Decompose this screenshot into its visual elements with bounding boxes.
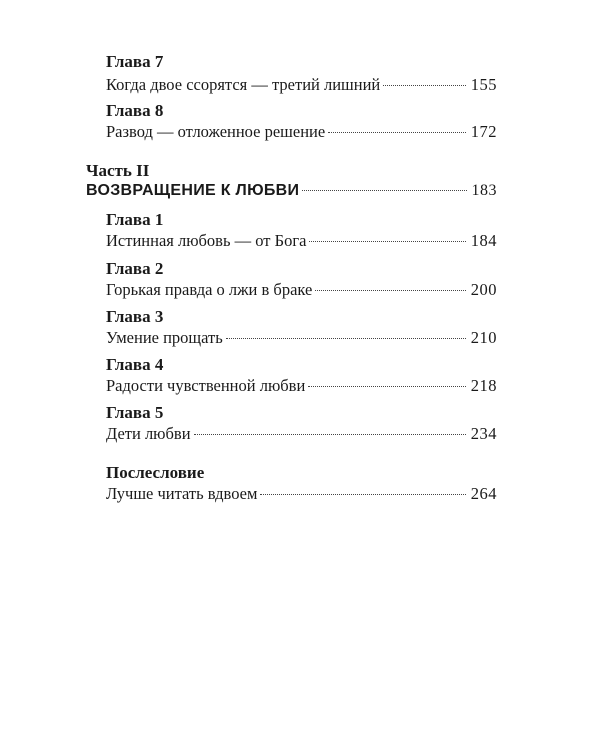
toc-entry-title: Истинная любовь — от Бога [106,231,307,250]
chapter-8-heading: Глава 8 [106,101,164,120]
toc-entry-part-2-chapter-1[interactable] [106,230,497,252]
toc-page-number: 210 [470,328,497,347]
toc-entry-title: Лучше читать вдвоем [106,484,258,503]
dot-leader [309,241,465,242]
toc-entry-title: Радости чувственной любви [106,376,306,395]
toc-page-number: 183 [471,182,497,199]
toc-entry-chapter-8[interactable] [106,121,497,143]
toc-entry-title: Развод — отложенное решение [106,122,326,141]
toc-page-number: 264 [470,484,497,503]
toc-entry-title: Дети любви [106,424,191,443]
toc-entry-part-2[interactable] [86,180,497,202]
toc-entry-title: Когда двое ссорятся — третий лишний [106,75,381,94]
toc-entry-chapter-7[interactable] [106,74,497,96]
afterword-heading: Послесловие [106,463,205,482]
dot-leader [194,434,466,435]
part-2-chapter-2-heading: Глава 2 [106,259,164,278]
toc-page-number: 155 [470,75,497,94]
toc-entry-part-2-chapter-3[interactable] [106,327,497,349]
toc-entry-title: Горькая правда о лжи в браке [106,280,313,299]
dot-leader [302,190,466,191]
toc-page-number: 184 [470,231,497,250]
part-2-chapter-1-heading: Глава 1 [106,210,164,229]
toc-entry-title: Умение прощать [106,328,223,347]
dot-leader [260,494,465,495]
toc-page-number: 172 [470,122,497,141]
dot-leader [226,338,466,339]
toc-entry-part-2-chapter-4[interactable] [106,375,497,397]
toc-page-number: 200 [470,280,497,299]
part-2-chapter-4-heading: Глава 4 [106,355,164,374]
dot-leader [308,386,465,387]
toc-entry-part-2-chapter-5[interactable] [106,423,497,445]
part-2-label: Часть II [86,161,150,180]
toc-entry-afterword[interactable] [106,483,497,505]
part-2-chapter-5-heading: Глава 5 [106,403,164,422]
dot-leader [383,85,466,86]
toc-page-number: 234 [470,424,497,443]
part-2-chapter-3-heading: Глава 3 [106,307,164,326]
toc-page-number: 218 [470,376,497,395]
chapter-7-heading: Глава 7 [106,52,164,71]
dot-leader [328,132,466,133]
toc-entry-part-2-chapter-2[interactable] [106,279,497,301]
toc-entry-title: ВОЗВРАЩЕНИЕ К ЛЮБВИ [86,182,300,199]
dot-leader [315,290,465,291]
